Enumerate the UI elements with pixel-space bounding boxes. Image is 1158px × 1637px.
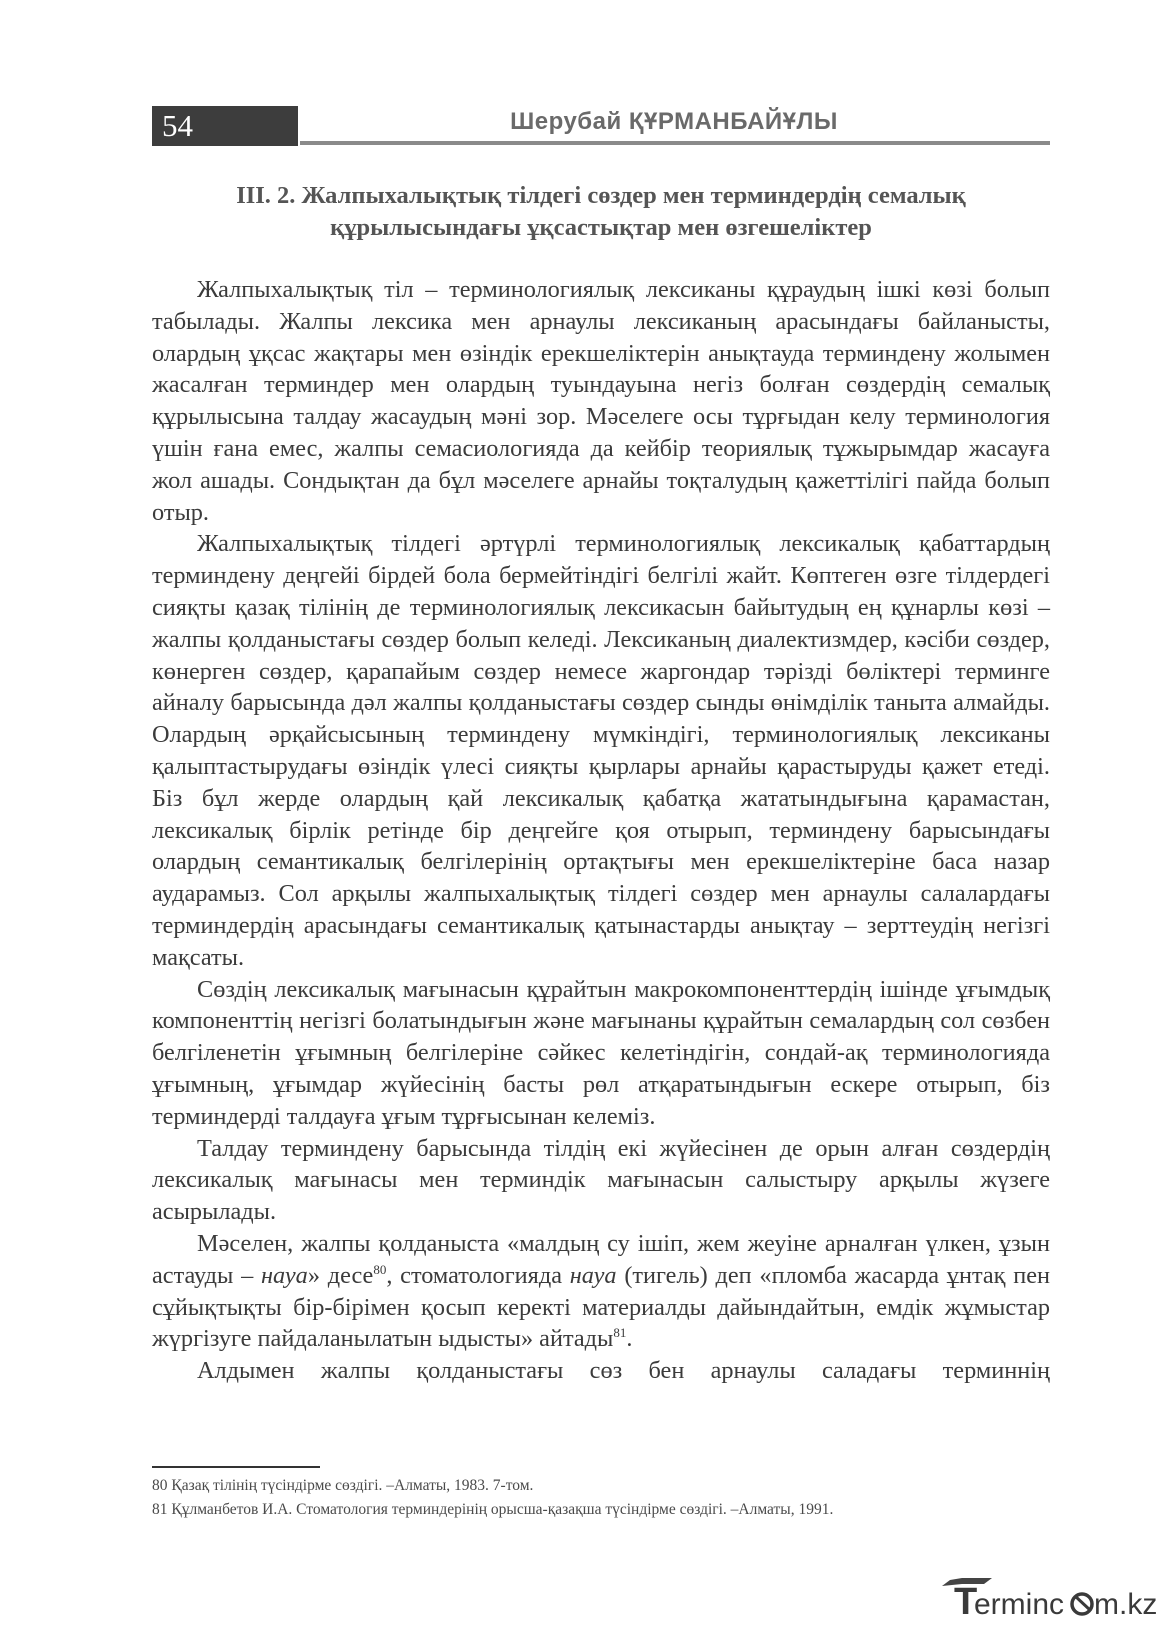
paragraph-5-text-5: . xyxy=(626,1325,633,1353)
section-title-line-2: құрылысындағы ұқсастықтар мен өзгешеліктер xyxy=(330,214,872,241)
section-title xyxy=(152,180,1050,244)
section-title-line-1: ІІІ. 2. Жалпыхалықтық тілдегі сөздер мен терминдердің семалық xyxy=(236,182,966,209)
paragraph-5-text-4: (тигель) деп «пломба жасарда ұнтақ пен сұйықтықты бір-бірімен қосып керекті материалды дайындайтын, емдік жұмыстар жүргізуге пайдаланылатын ыдысты» айтады xyxy=(152,1261,1051,1353)
termincom-watermark-logo xyxy=(940,1572,1158,1624)
author-name: Шерубай ҚҰРМАНБАЙҰЛЫ xyxy=(510,108,838,135)
paragraph-5 xyxy=(152,1228,1050,1355)
body-text xyxy=(152,274,1050,1387)
page-header xyxy=(152,106,1050,146)
watermark-t: T xyxy=(954,1581,978,1623)
paragraph-5-text-2: » десе xyxy=(307,1261,374,1289)
footnote-81: 81 Құлманбетов И.А. Стоматология терминдерінің орысша-қазақша түсіндірме сөздігі. –Алматы, 1991. xyxy=(152,1501,834,1518)
paragraph-5-text-1: Мәселен, жалпы қолданыста «малдың су ішіп, жем жеуіне арналған үлкен, ұзын астауды – xyxy=(152,1229,1050,1289)
paragraph-1: Жалпыхалықтық тіл – терминологиялық лексиканы құраудың ішкі көзі болып табылады. Жалпы лексика мен арнаулы лексиканың арасындағы байланысты, олардың ұқсас жақтары мен өзіндік ерекшеліктерін анықтауда терминдену жолымен жасалған терминдер мен олардың туындауына негіз болған сөздердің семалық құрылысына талдау жасаудың мәні зор. Мәселеге осы тұрғыдан келу терминология үшін ғана емес, жалпы семасиологияда да кейбір теориялық тұжырымдар жасауға жол ашады. Сондықтан да бұл мәселеге арнайы тоқталудың қажеттілігі пайда болып отыр. xyxy=(152,276,1050,526)
paragraph-6: Алдымен жалпы қолданыстағы сөз бен арнаулы саладағы терминнің xyxy=(197,1357,1050,1385)
paragraph-5-text-3: , стоматологияда xyxy=(386,1261,570,1289)
footnote-ref-81[interactable]: 81 xyxy=(613,1325,627,1341)
watermark-text-2: m.kz xyxy=(1094,1588,1158,1621)
paragraph-2: Жалпыхалықтық тілдегі әртүрлі терминологиялық лексикалық қабаттардың терминдену деңгейі бірдей бола бермейтіндігі белгілі жайт. Көптеген өзге тілдердегі сияқты қазақ тілінің де терминологиялық лексикасын байытудың ең құнарлы көзі – жалпы қолданыстағы сөздер болып келеді. Лексиканың диалектизмдер, кәсіби сөздер, көнерген сөздер, қарапайым сөздер немесе жаргондар тәрізді бөліктері терминге айналу барысында дәл жалпы қолданыстағы сөздер сынды өнімділік таныта алмайды. Олардың әрқайсысының терминдену мүмкіндігі, терминологиялық лексиканы қалыптастырудағы өзіндік үлесі сияқты қырлары арнайы қарастыруды қажет етеді. Біз бұл жерде олардың қай лексикалық қабатқа жататындығына қарамастан, лексикалық бірлік ретінде бір деңгейге қоя отырып, терминдену барысындағы олардың семантикалық белгілерінің ортақтығы мен ерекшеліктеріне баса назар аударамыз. Сол арқылы жалпыхалықтық тілдегі сөздер мен арнаулы салалардағы терминдердің арасындағы семантикалық қатынастарды анықтау – зерттеудің негізгі мақсаты. xyxy=(152,530,1050,971)
footnote-ref-80[interactable]: 80 xyxy=(373,1261,387,1277)
paragraph-3: Сөздің лексикалық мағынасын құрайтын макрокомпоненттердің ішінде ұғымдық компоненттің негізгі болатындығын және мағынаны құрайтын семалардың сол сөзбен белгіленетін ұғымның белгілеріне сәйкес келетіндігін, сондай-ақ терминологияда ұғымның, ұғымдар жүйесінің басты рөл атқаратындығын ескере отырып, біз терминдерді талдауға ұғым тұрғысынан келеміз. xyxy=(152,975,1050,1130)
term-naua-1: науа xyxy=(261,1261,308,1289)
page-number-box xyxy=(152,106,298,146)
watermark-text-1: erminc xyxy=(974,1588,1065,1621)
header-rule xyxy=(300,141,1050,145)
footnote-80: 80 Қазақ тілінің түсіндірме сөздігі. –Алматы, 1983. 7-том. xyxy=(152,1477,534,1494)
paragraph-4: Талдау терминдену барысында тілдің екі жүйесінен де орын алған сөздердің лексикалық мағынасы мен терминдік мағынасын салыстыру арқылы жүзеге асырылады. xyxy=(152,1134,1050,1226)
footnotes xyxy=(152,1474,1050,1522)
page-number: 54 xyxy=(162,108,193,143)
term-naua-2: науа xyxy=(569,1261,617,1289)
footnote-rule xyxy=(152,1466,320,1468)
